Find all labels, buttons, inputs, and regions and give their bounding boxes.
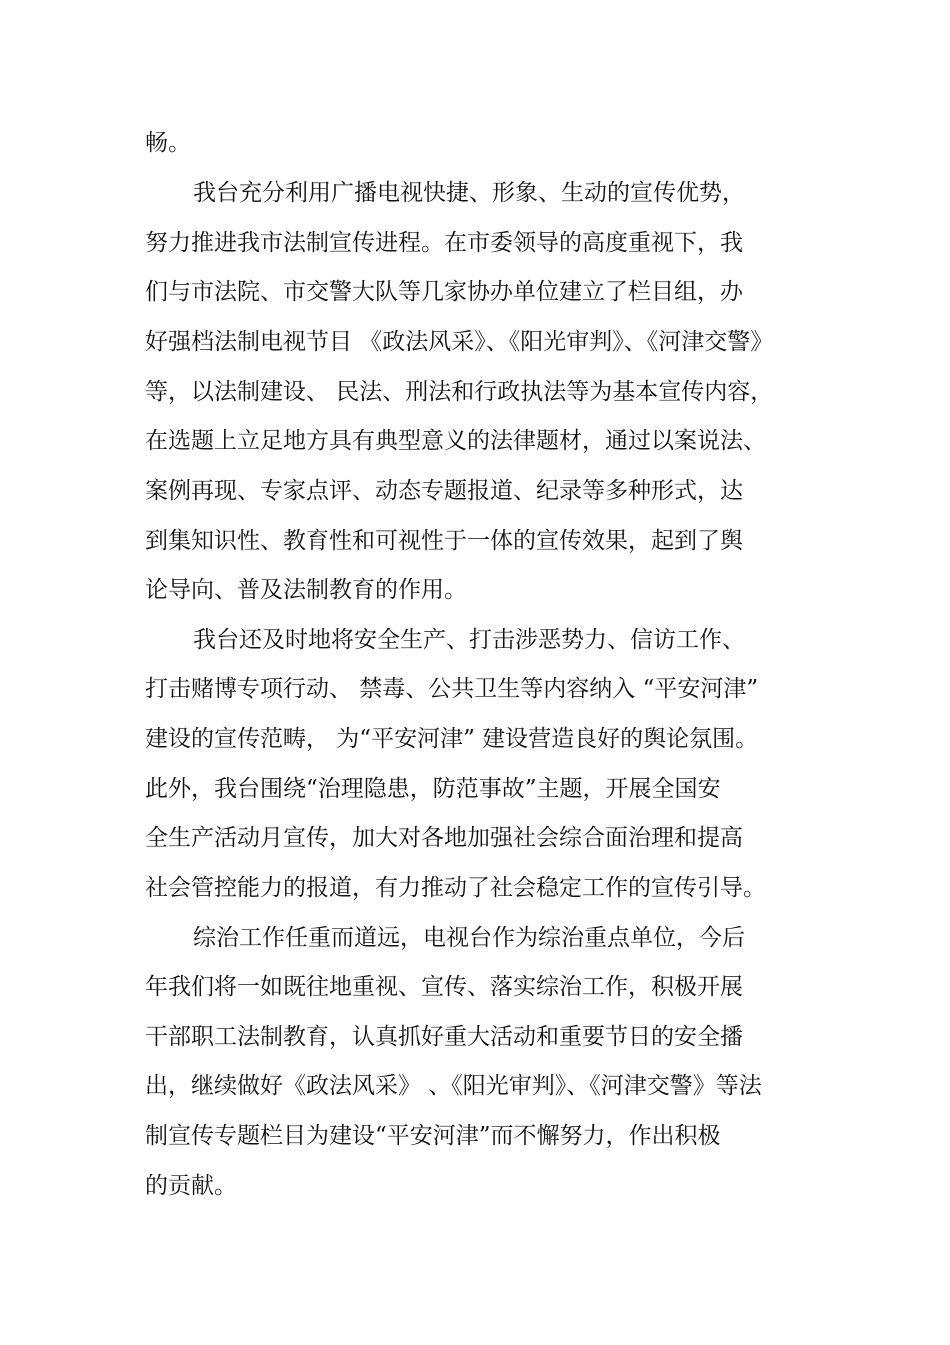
text-line: 此外，我台围绕“治理隐患，防范事故”主题，开展全国安 <box>145 776 721 802</box>
text-line: 案例再现、专家点评、动态专题报道、纪录等多种形式，达 <box>145 478 743 504</box>
text-line: 们与市法院、市交警大队等几家协办单位建立了栏目组，办 <box>145 279 743 305</box>
text-line: 好强档法制电视节目 《政法风采》、《阳光审判》、《河津交警》 <box>145 329 774 355</box>
text-line: 到集知识性、教育性和可视性于一体的宣传效果，起到了舆 <box>145 528 743 554</box>
text-line: 等，以法制建设、 民法、刑法和行政执法等为基本宣传内容， <box>145 379 774 405</box>
text-line: 年我们将一如既往地重视、宣传、落实综治工作，积极开展 <box>145 974 743 1000</box>
text-line: 建设的宣传范畴， 为“平安河津” 建设营造良好的舆论氛围。 <box>145 726 759 752</box>
text-line: 论导向、普及法制教育的作用。 <box>145 577 467 603</box>
text-line: 全生产活动月宣传，加大对各地加强社会综合面治理和提高 <box>145 825 743 851</box>
text-line: 在选题上立足地方具有典型意义的法律题材，通过以案说法、 <box>145 428 766 454</box>
text-line: 社会管控能力的报道，有力推动了社会稳定工作的宣传引导。 <box>145 875 766 901</box>
paragraph-start-line: 综治工作任重而道远，电视台作为综治重点单位，今后 <box>193 925 745 951</box>
paragraph-start-line: 我台充分利用广播电视快捷、形象、生动的宣传优势， <box>193 180 745 206</box>
text-line: 畅。 <box>145 130 191 156</box>
text-line: 干部职工法制教育，认真抓好重大活动和重要节日的安全播 <box>145 1024 743 1050</box>
text-line: 出，继续做好《政法风采》 、《阳光审判》、《河津交警》等法 <box>145 1073 762 1099</box>
text-line: 努力推进我市法制宣传进程。在市委领导的高度重视下，我 <box>145 230 743 256</box>
text-line: 制宣传专题栏目为建设“平安河津”而不懈努力，作出积极 <box>145 1123 721 1149</box>
paragraph-start-line: 我台还及时地将安全生产、打击涉恶势力、信访工作、 <box>193 627 745 653</box>
text-line: 的贡献。 <box>145 1173 237 1199</box>
text-line: 打击赌博专项行动、 禁毒、公共卫生等内容纳入 “平安河津” <box>145 676 759 702</box>
